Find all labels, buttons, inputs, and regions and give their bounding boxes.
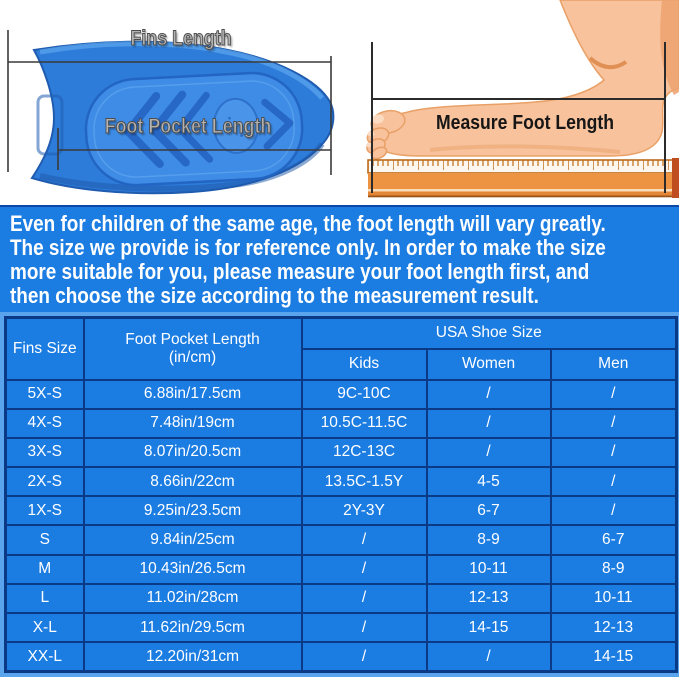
cell-kids: 2Y-3Y bbox=[302, 496, 427, 525]
cell-foot-pocket: 9.84in/25cm bbox=[84, 525, 302, 554]
cell-women: 4-5 bbox=[427, 467, 551, 496]
cell-men: / bbox=[551, 380, 677, 409]
cell-men: 12-13 bbox=[551, 613, 677, 642]
header-kids: Kids bbox=[302, 349, 427, 380]
sizing-notice-panel bbox=[0, 205, 679, 312]
header-fins-size: Fins Size bbox=[6, 318, 84, 380]
cell-foot-pocket: 12.20in/31cm bbox=[84, 642, 302, 671]
header-foot-pocket-line1: Foot Pocket Length bbox=[125, 330, 260, 348]
cell-fins-size: 5X-S bbox=[6, 380, 84, 409]
ruler-icon bbox=[368, 158, 679, 198]
size-table-row bbox=[6, 642, 677, 671]
notice-line: then choose the size according to the measurement result. bbox=[10, 283, 539, 308]
foot-pocket-length-label: Foot Pocket Length bbox=[104, 115, 272, 138]
cell-kids: 13.5C-1.5Y bbox=[302, 467, 427, 496]
measure-foot-length-label: Measure Foot Length bbox=[436, 112, 614, 134]
foot-illustration bbox=[340, 0, 679, 205]
cell-men: / bbox=[551, 496, 677, 525]
size-table-body bbox=[6, 380, 677, 672]
header-usa-shoe-size: USA Shoe Size bbox=[302, 318, 677, 349]
cell-women: 12-13 bbox=[427, 584, 551, 613]
cell-fins-size: M bbox=[6, 555, 84, 584]
size-table-section bbox=[0, 312, 679, 677]
cell-foot-pocket: 9.25in/23.5cm bbox=[84, 496, 302, 525]
cell-fins-size: X-L bbox=[6, 613, 84, 642]
notice-line: Even for children of the same age, the foot length will vary greatly. bbox=[10, 211, 606, 236]
cell-fins-size: L bbox=[6, 584, 84, 613]
cell-foot-pocket: 8.66in/22cm bbox=[84, 467, 302, 496]
cell-men: / bbox=[551, 467, 677, 496]
notice-line: more suitable for you, please measure your foot length first, and bbox=[10, 259, 590, 284]
illustration-section bbox=[0, 0, 679, 205]
cell-fins-size: S bbox=[6, 525, 84, 554]
size-table-row bbox=[6, 613, 677, 642]
cell-men: / bbox=[551, 438, 677, 467]
cell-men: 14-15 bbox=[551, 642, 677, 671]
cell-women: / bbox=[427, 642, 551, 671]
cell-kids: 9C-10C bbox=[302, 380, 427, 409]
cell-women: 10-11 bbox=[427, 555, 551, 584]
cell-foot-pocket: 10.43in/26.5cm bbox=[84, 555, 302, 584]
header-women: Women bbox=[427, 349, 551, 380]
cell-men: 10-11 bbox=[551, 584, 677, 613]
cell-kids: / bbox=[302, 613, 427, 642]
size-table-row bbox=[6, 555, 677, 584]
cell-women: 8-9 bbox=[427, 525, 551, 554]
size-table-row bbox=[6, 438, 677, 467]
cell-kids: / bbox=[302, 642, 427, 671]
cell-women: / bbox=[427, 438, 551, 467]
cell-men: 8-9 bbox=[551, 555, 677, 584]
cell-kids: 10.5C-11.5C bbox=[302, 409, 427, 438]
cell-foot-pocket: 8.07in/20.5cm bbox=[84, 438, 302, 467]
size-table-row bbox=[6, 467, 677, 496]
notice-line: The size we provide is for reference only. In order to make the size bbox=[10, 235, 606, 260]
size-table-row bbox=[6, 409, 677, 438]
cell-women: 14-15 bbox=[427, 613, 551, 642]
cell-men: / bbox=[551, 409, 677, 438]
cell-women: / bbox=[427, 380, 551, 409]
cell-fins-size: 2X-S bbox=[6, 467, 84, 496]
cell-fins-size: 1X-S bbox=[6, 496, 84, 525]
cell-kids: / bbox=[302, 555, 427, 584]
cell-kids: 12C-13C bbox=[302, 438, 427, 467]
header-foot-pocket-line2: (in/cm) bbox=[168, 348, 217, 366]
cell-fins-size: 4X-S bbox=[6, 409, 84, 438]
cell-foot-pocket: 7.48in/19cm bbox=[84, 409, 302, 438]
cell-foot-pocket: 6.88in/17.5cm bbox=[84, 380, 302, 409]
cell-kids: / bbox=[302, 584, 427, 613]
fins-length-label: Fins Length bbox=[130, 27, 232, 50]
size-table-row bbox=[6, 380, 677, 409]
cell-kids: / bbox=[302, 525, 427, 554]
header-foot-pocket bbox=[84, 318, 302, 380]
cell-foot-pocket: 11.02in/28cm bbox=[84, 584, 302, 613]
cell-fins-size: 3X-S bbox=[6, 438, 84, 467]
size-table-row bbox=[6, 525, 677, 554]
cell-women: 6-7 bbox=[427, 496, 551, 525]
size-table-row bbox=[6, 584, 677, 613]
header-men: Men bbox=[551, 349, 677, 380]
cell-men: 6-7 bbox=[551, 525, 677, 554]
size-table-row bbox=[6, 496, 677, 525]
cell-women: / bbox=[427, 409, 551, 438]
cell-fins-size: XX-L bbox=[6, 642, 84, 671]
size-table bbox=[4, 316, 678, 673]
cell-foot-pocket: 11.62in/29.5cm bbox=[84, 613, 302, 642]
